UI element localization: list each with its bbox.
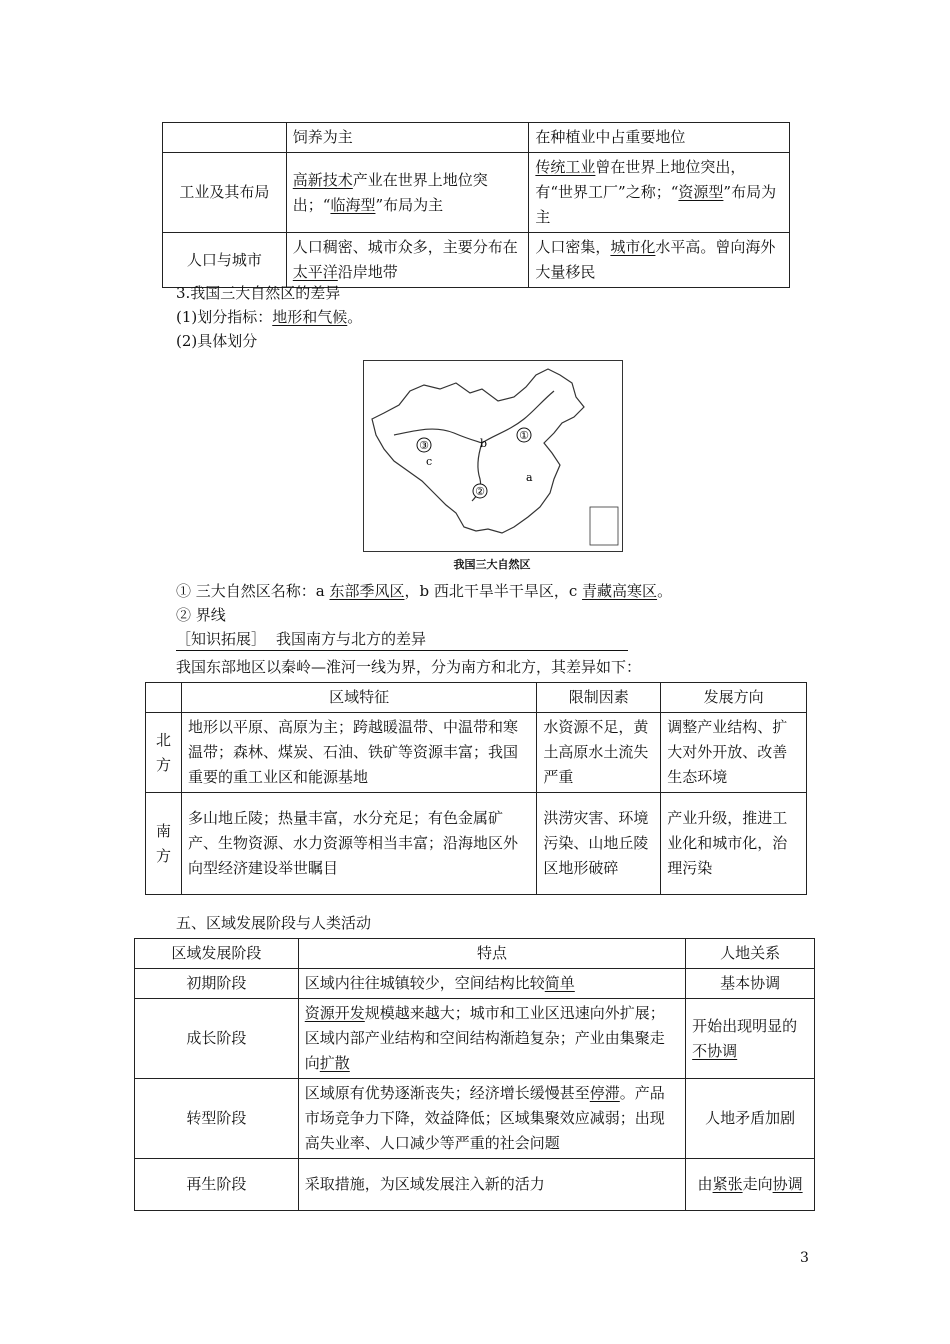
text: 沿岸地带 bbox=[337, 263, 398, 281]
map-labels bbox=[417, 428, 533, 498]
underlined-term: 传统工业 bbox=[535, 158, 596, 176]
underlined-term: 地形和气候 bbox=[272, 308, 348, 326]
underlined-term: 青藏高寒区 bbox=[582, 582, 658, 600]
table-row bbox=[146, 713, 807, 793]
underlined-term: 停滞 bbox=[589, 1084, 620, 1102]
header-cell: 区域发展阶段 bbox=[135, 939, 299, 969]
table-cell: 饲养为主 bbox=[286, 123, 529, 153]
text: 人口稠密、城市众多，主要分布在 bbox=[292, 238, 518, 256]
text: ，b 西北干旱半干旱区，c bbox=[404, 582, 583, 600]
map-caption: 我国三大自然区 bbox=[453, 558, 531, 571]
text: (1)划分指标： bbox=[176, 308, 273, 326]
map-graphic bbox=[364, 361, 622, 551]
table-header-row bbox=[135, 939, 815, 969]
table-cell: 洪涝灾害、环境污染、山地丘陵区地形破碎 bbox=[537, 793, 661, 895]
row-header-industry: 工业及其布局 bbox=[163, 153, 287, 233]
north-south-intro: 我国东部地区以秦岭—淮河一线为界，分为南方和北方，其差异如下： bbox=[176, 658, 642, 676]
text: ［知识拓展］ bbox=[176, 630, 267, 648]
boundary-label: ② 界线 bbox=[176, 606, 226, 624]
underlined-term: 简单 bbox=[544, 974, 575, 992]
division-criteria bbox=[176, 306, 362, 328]
table-row bbox=[163, 153, 790, 233]
table-row bbox=[135, 969, 815, 999]
row-header-north: 北方 bbox=[146, 713, 182, 793]
table-row bbox=[135, 1079, 815, 1159]
map-label-c: c bbox=[426, 455, 433, 468]
page-number: 3 bbox=[800, 1250, 809, 1266]
table-cell: 水资源不足，黄土高原水土流失严重 bbox=[537, 713, 661, 793]
table-cell bbox=[298, 999, 685, 1079]
china-natural-regions-map bbox=[363, 360, 623, 552]
map-label-3: ③ bbox=[419, 439, 429, 452]
table-header-row bbox=[146, 683, 807, 713]
section-5-heading: 五、区域发展阶段与人类活动 bbox=[176, 914, 372, 932]
table-cell: 人地矛盾加剧 bbox=[686, 1079, 815, 1159]
underlined-term: 不协调 bbox=[692, 1041, 738, 1060]
map-label-2: ② bbox=[475, 485, 485, 498]
stage-name: 转型阶段 bbox=[135, 1079, 299, 1159]
text: ① 三大自然区名称：a bbox=[176, 582, 330, 600]
text: 区域原有优势逐渐丧失；经济增长缓慢甚至 bbox=[304, 1084, 590, 1102]
table-cell bbox=[529, 233, 790, 288]
section-3-heading: 3.我国三大自然区的差异 bbox=[176, 284, 341, 302]
text: ”布局为主 bbox=[535, 183, 777, 226]
underlined-term: 太平洋 bbox=[292, 263, 338, 281]
table-cell bbox=[298, 1079, 685, 1159]
underlined-term: 东部季风区 bbox=[329, 582, 405, 600]
table-row bbox=[135, 999, 815, 1079]
table-cell bbox=[686, 999, 815, 1079]
table-cell bbox=[286, 233, 529, 288]
stage-name: 再生阶段 bbox=[135, 1159, 299, 1211]
table-cell: 基本协调 bbox=[686, 969, 815, 999]
header-cell bbox=[146, 683, 182, 713]
table-cell: 采取措施，为区域发展注入新的活力 bbox=[298, 1159, 685, 1211]
table-row bbox=[163, 123, 790, 153]
text: 。 bbox=[657, 582, 673, 600]
text: 区域内往往城镇较少，空间结构比较 bbox=[304, 974, 545, 992]
development-stages-table bbox=[134, 938, 815, 1211]
stage-name: 成长阶段 bbox=[135, 999, 299, 1079]
text: 由 bbox=[697, 1175, 713, 1193]
zone-names bbox=[176, 580, 672, 602]
text: 走向 bbox=[742, 1175, 773, 1193]
table-cell: 多山地丘陵；热量丰富，水分充足；有色金属矿产、生物资源、水力资源等相当丰富；沿海地区外向型经济建设举世瞩目 bbox=[181, 793, 536, 895]
north-south-table bbox=[145, 682, 807, 895]
text: ”布局为主 bbox=[375, 195, 444, 214]
table-cell bbox=[298, 969, 685, 999]
row-header-south: 南方 bbox=[146, 793, 182, 895]
header-cell: 特点 bbox=[298, 939, 685, 969]
text: 开始出现明显的 bbox=[692, 1016, 798, 1035]
china-outline bbox=[372, 369, 584, 533]
underlined-term: 资源型 bbox=[678, 183, 724, 201]
table-cell: 调整产业结构、扩大对外开放、改善生态环境 bbox=[661, 713, 807, 793]
underlined-term: 高新技术 bbox=[292, 170, 353, 189]
table-cell: 地形以平原、高原为主；跨越暖温带、中温带和寒温带；森林、煤炭、石油、铁矿等资源丰富；我国重要的重工业区和能源基地 bbox=[181, 713, 536, 793]
inset-south-china-sea bbox=[590, 507, 618, 545]
table-cell bbox=[686, 1159, 815, 1211]
text: 曾在世界上地位突出，有“世界工厂”之称；“ bbox=[535, 158, 746, 201]
underlined-term: 临海型 bbox=[330, 195, 376, 214]
row-header-population: 人口与城市 bbox=[163, 233, 287, 288]
knowledge-extension-heading bbox=[176, 628, 628, 651]
table-cell bbox=[529, 153, 790, 233]
map-label-1: ① bbox=[519, 429, 529, 442]
underlined-term: 资源开发 bbox=[304, 1004, 365, 1022]
text: 我国南方与北方的差异 bbox=[276, 630, 427, 648]
header-cell: 限制因素 bbox=[537, 683, 661, 713]
specific-division: (2)具体划分 bbox=[176, 332, 258, 350]
table-cell bbox=[163, 123, 287, 153]
underlined-term: 扩散 bbox=[319, 1054, 350, 1072]
table-cell: 产业升级，推进工业化和城市化，治理污染 bbox=[661, 793, 807, 895]
table-cell: 在种植业中占重要地位 bbox=[529, 123, 790, 153]
text: 产业在世界上地位突出；“ bbox=[292, 170, 488, 214]
map-label-a: a bbox=[526, 471, 533, 484]
header-cell: 区域特征 bbox=[181, 683, 536, 713]
underlined-term: 城市化 bbox=[610, 238, 656, 256]
boundary-line-3 bbox=[394, 429, 482, 443]
text: 人口密集， bbox=[535, 238, 611, 256]
text: 水平高。曾向海外大量移民 bbox=[535, 238, 776, 281]
table-row bbox=[146, 793, 807, 895]
header-cell: 人地关系 bbox=[686, 939, 815, 969]
text: 。产品市场竞争力下降，效益降低；区域集聚效应减弱；出现高失业率、人口减少等严重的社会问题 bbox=[304, 1084, 665, 1152]
text: 规模越来越大；城市和工业区迅速向外扩展；区域内部产业结构和空间结构渐趋复杂；产业由集聚走向 bbox=[304, 1004, 665, 1072]
text: 。 bbox=[347, 308, 363, 326]
table-row bbox=[135, 1159, 815, 1211]
table-cell bbox=[286, 153, 529, 233]
stage-name: 初期阶段 bbox=[135, 969, 299, 999]
map-label-b: b bbox=[480, 437, 488, 450]
header-cell: 发展方向 bbox=[661, 683, 807, 713]
underlined-term: 紧张 bbox=[712, 1175, 743, 1193]
economy-comparison-table bbox=[162, 122, 790, 288]
table-row bbox=[163, 233, 790, 288]
underlined-term: 协调 bbox=[772, 1175, 803, 1193]
